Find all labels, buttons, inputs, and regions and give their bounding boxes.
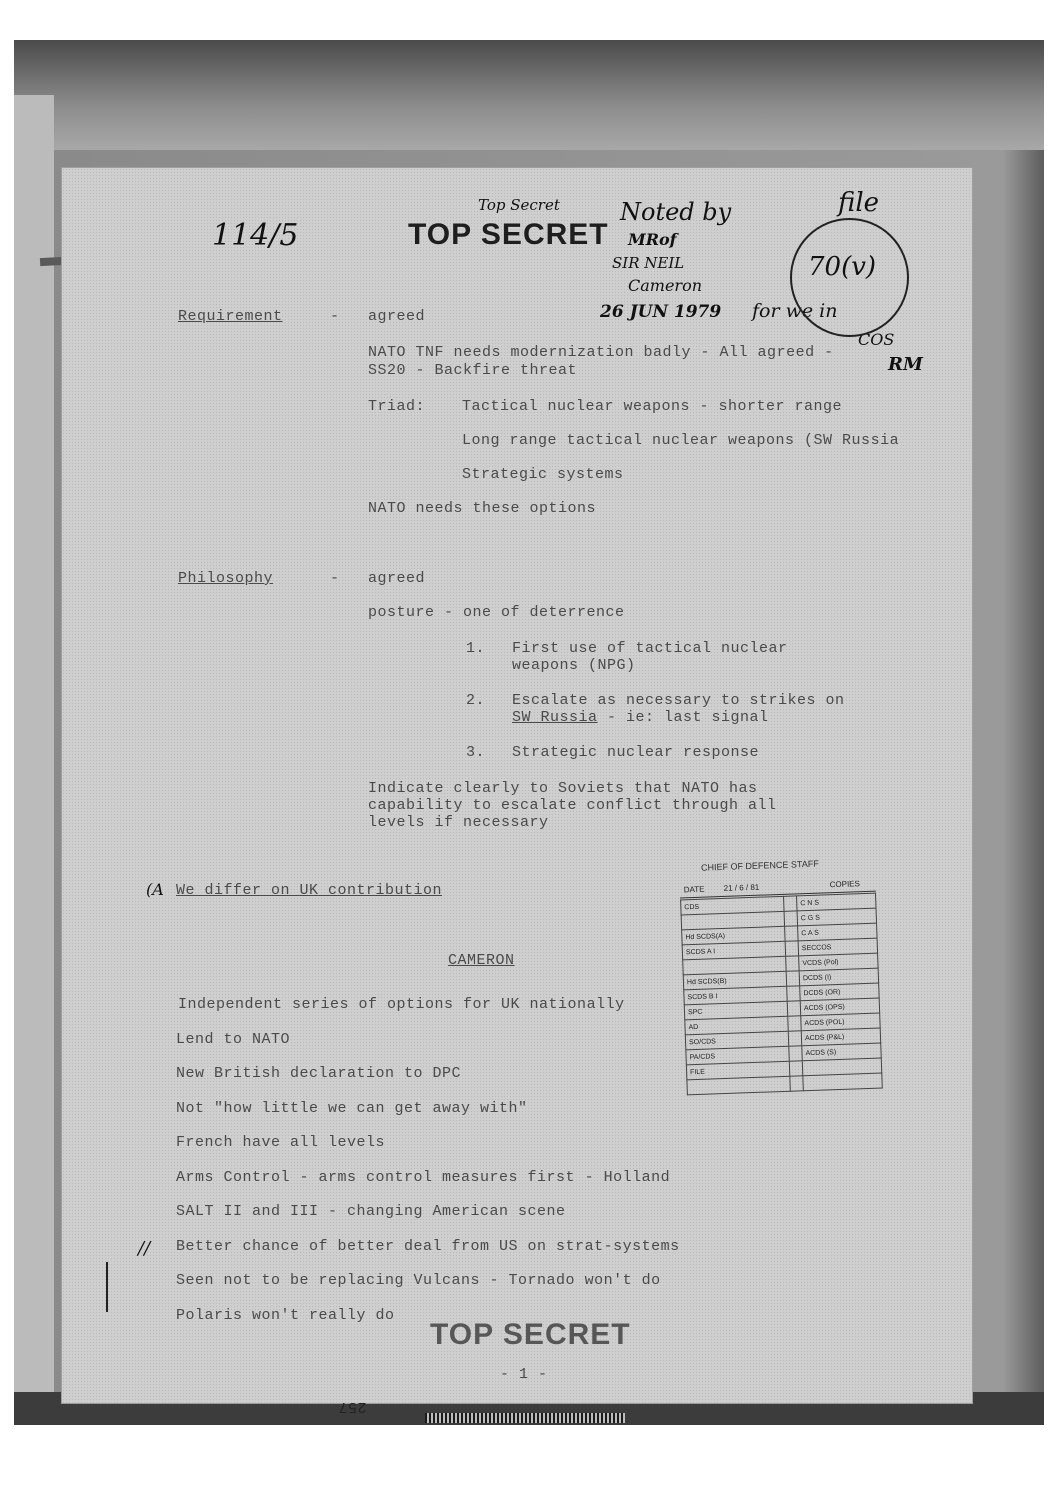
distribution-left-cell: Hd SCDS(B) xyxy=(683,971,786,990)
distribution-title: CHIEF OF DEFENCE STAFF xyxy=(700,858,819,873)
item-1-line-2: weapons (NPG) xyxy=(512,657,636,674)
cameron-line: Polaris won't really do xyxy=(176,1306,395,1324)
distribution-right-cell: C A S xyxy=(798,923,877,941)
item-2-line-2-rest: - ie: last signal xyxy=(597,709,769,726)
nato-needs: NATO needs these options xyxy=(368,500,597,517)
philosophy-dash: - xyxy=(330,570,340,587)
distribution-right-cell: ACDS (OPS) xyxy=(800,998,879,1016)
cos-note: COS xyxy=(858,330,895,349)
distribution-box xyxy=(673,856,889,1163)
item-2-number: 2. xyxy=(466,692,486,709)
distribution-copies-label: COPIES xyxy=(829,879,861,890)
triad-item-2: Long range tactical nuclear weapons (SW Russia xyxy=(462,432,900,449)
page-number: - 1 - xyxy=(500,1366,548,1383)
triad-item-3: Strategic systems xyxy=(462,466,624,483)
distribution-right-cell xyxy=(803,1073,882,1091)
requirement-status: agreed xyxy=(368,308,426,325)
margin-mark-a: (A xyxy=(146,880,164,899)
cameron-line: SALT II and III - changing American scene xyxy=(176,1203,566,1220)
folder-edge xyxy=(14,95,54,1405)
forward-note: for we in xyxy=(752,300,838,322)
triad-item-1: Tactical nuclear weapons - shorter range xyxy=(462,398,843,415)
cameron-line: Seen not to be replacing Vulcans - Tornado won't do xyxy=(176,1272,661,1289)
item-1-line-1: First use of tactical nuclear xyxy=(512,640,788,657)
distribution-right-cell: DCDS (OR) xyxy=(800,983,879,1001)
differ-heading: We differ on UK contribution xyxy=(176,882,443,899)
distribution-mid-cell xyxy=(787,1001,801,1016)
distribution-left-cell: FILE xyxy=(686,1061,789,1080)
margin-mark-b: // xyxy=(138,1238,151,1259)
requirement-line-2: SS20 - Backfire threat xyxy=(368,362,578,379)
distribution-mid-cell xyxy=(784,896,798,911)
item-3-text: Strategic nuclear response xyxy=(512,744,760,761)
initials: RM xyxy=(888,354,923,375)
item-2-line-1: Escalate as necessary to strikes on xyxy=(512,692,845,709)
noted-by-mrof: MRof xyxy=(628,230,677,249)
cameron-line: New British declaration to DPC xyxy=(176,1065,462,1082)
distribution-left-cell: Hd SCDS(A) xyxy=(682,926,785,945)
cameron-line: Better chance of better deal from US on strat-systems xyxy=(176,1237,680,1255)
cameron-line: Not "how little we can get away with" xyxy=(176,1099,528,1117)
distribution-right-cell: ACDS (POL) xyxy=(801,1013,880,1031)
triad-label: Triad: xyxy=(368,398,426,415)
file-note: file xyxy=(838,188,880,218)
distribution-mid-cell xyxy=(788,1031,802,1046)
distribution-mid-cell xyxy=(784,911,798,926)
requirement-heading: Requirement xyxy=(178,308,283,325)
distribution-left-cell: CDS xyxy=(681,896,784,915)
distribution-table xyxy=(680,893,883,1096)
file-number: 70(v) xyxy=(808,252,877,282)
classification-stamp-bottom: TOP SECRET xyxy=(430,1318,631,1351)
classification-stamp-top: TOP SECRET xyxy=(408,218,609,251)
item-1-number: 1. xyxy=(466,640,486,657)
item-3-number: 3. xyxy=(466,744,486,761)
cameron-line: French have all levels xyxy=(176,1134,386,1151)
distribution-mid-cell xyxy=(789,1046,803,1061)
barcode xyxy=(425,1413,625,1423)
distribution-mid-cell xyxy=(789,1061,803,1076)
distribution-left-cell: AD xyxy=(685,1016,788,1035)
distribution-mid-cell xyxy=(790,1076,804,1091)
distribution-left-cell: SCDS A I xyxy=(682,941,785,960)
distribution-left-cell: PA/CDS xyxy=(686,1046,789,1065)
distribution-mid-cell xyxy=(787,986,801,1001)
distribution-mid-cell xyxy=(785,926,799,941)
noted-date: 26 JUN 1979 xyxy=(600,302,722,322)
file-reference: 114/5 xyxy=(212,218,299,253)
top-secret-note: Top Secret xyxy=(478,196,560,214)
requirement-line-1: NATO TNF needs modernization badly - All agreed - xyxy=(368,344,834,361)
distribution-right-cell: C N S xyxy=(797,893,876,911)
noted-by-name: SIR NEIL xyxy=(612,254,685,272)
sw-russia-underlined: SW Russia xyxy=(512,709,598,726)
distribution-mid-cell xyxy=(788,1016,802,1031)
distribution-date-label: DATE xyxy=(683,884,705,895)
distribution-mid-cell xyxy=(786,956,800,971)
item-2-line-2 xyxy=(512,709,769,726)
margin-stroke xyxy=(106,1262,108,1312)
noted-by-surname: Cameron xyxy=(628,276,703,295)
noted-by: Noted by xyxy=(620,198,732,226)
cameron-line: Lend to NATO xyxy=(176,1030,291,1048)
distribution-left-cell: SO/CDS xyxy=(685,1031,788,1050)
indicate-line-2: capability to escalate conflict through all xyxy=(368,797,777,814)
distribution-left-cell xyxy=(687,1076,790,1095)
distribution-right-cell: ACDS (P&L) xyxy=(801,1028,880,1046)
distribution-mid-cell xyxy=(785,941,799,956)
philosophy-status: agreed xyxy=(368,570,426,587)
cameron-line: Independent series of options for UK nationally xyxy=(178,996,625,1013)
distribution-mid-cell xyxy=(786,971,800,986)
distribution-right-cell: C G S xyxy=(797,908,876,926)
distribution-right-cell: DCDS (I) xyxy=(799,968,878,986)
philosophy-heading: Philosophy xyxy=(178,570,274,587)
distribution-left-cell: SCDS B I xyxy=(684,986,787,1005)
folio-number: 257 xyxy=(338,1398,367,1415)
requirement-dash: - xyxy=(330,308,340,325)
indicate-line-1: Indicate clearly to Soviets that NATO has xyxy=(368,780,758,797)
distribution-right-cell: SECCOS xyxy=(798,938,877,956)
indicate-line-3: levels if necessary xyxy=(368,814,549,831)
distribution-right-cell: ACDS (S) xyxy=(802,1043,881,1061)
cameron-heading: CAMERON xyxy=(448,952,515,969)
scan-top-shadow xyxy=(14,40,1044,150)
posture: posture - one of deterrence xyxy=(368,604,625,621)
distribution-left-cell: SPC xyxy=(684,1001,787,1020)
cameron-line: Arms Control - arms control measures first - Holland xyxy=(176,1168,671,1186)
distribution-right-cell: VCDS (Pol) xyxy=(799,953,878,971)
distribution-date-value: 21 / 6 / 81 xyxy=(723,882,760,893)
